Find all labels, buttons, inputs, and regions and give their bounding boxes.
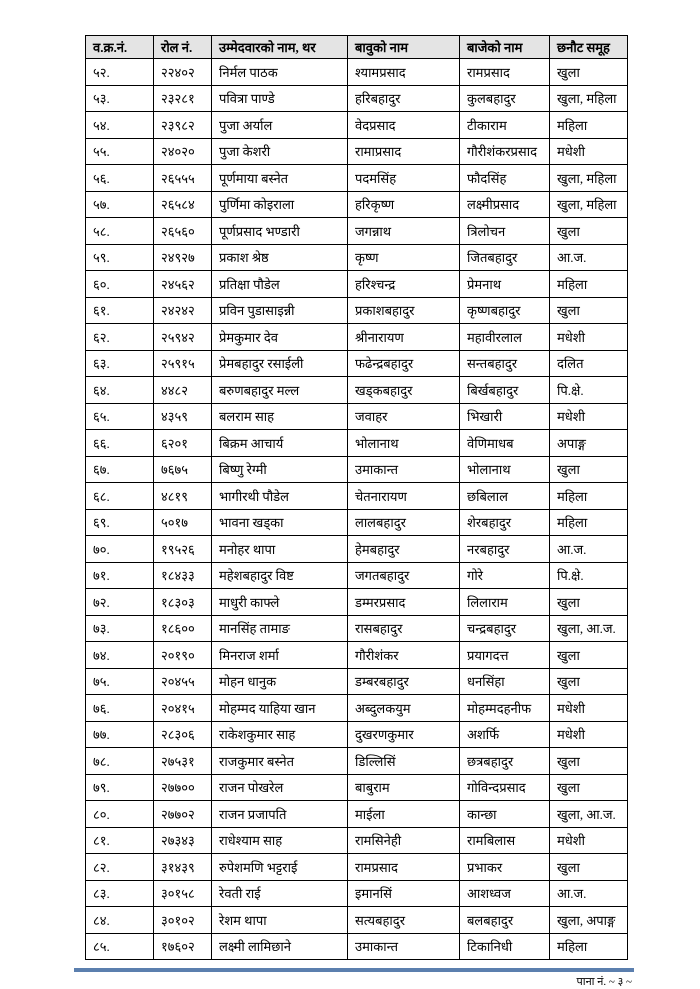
- table-cell: ८३.: [86, 880, 154, 907]
- table-cell: नरबहादुर: [460, 536, 550, 563]
- table-cell: आ.ज.: [550, 244, 628, 271]
- table-cell: २२४०२: [154, 59, 212, 86]
- table-row: [86, 403, 628, 430]
- table-cell: २८३०६: [154, 721, 212, 748]
- table-cell: छबिलाल: [460, 483, 550, 510]
- table-cell: ६२.: [86, 324, 154, 351]
- table-row: [86, 430, 628, 457]
- table-cell: रेशम थापा: [212, 907, 348, 934]
- table-row: [86, 721, 628, 748]
- table-cell: वेदप्रसाद: [348, 112, 460, 139]
- table-cell: पुजा अर्याल: [212, 112, 348, 139]
- table-cell: ५८.: [86, 218, 154, 245]
- table-cell: ३०१५८: [154, 880, 212, 907]
- table-row: [86, 695, 628, 722]
- table-cell: फढेन्द्रबहादुर: [348, 350, 460, 377]
- table-cell: खुला: [550, 774, 628, 801]
- table-cell: ५४.: [86, 112, 154, 139]
- table-cell: मिनराज शर्मा: [212, 642, 348, 669]
- table-cell: चेतनारायण: [348, 483, 460, 510]
- table-cell: गोविन्दप्रसाद: [460, 774, 550, 801]
- table-cell: प्रभाकर: [460, 854, 550, 881]
- table-cell: ७२.: [86, 589, 154, 616]
- table-cell: चन्द्रबहादुर: [460, 615, 550, 642]
- table-cell: ७९.: [86, 774, 154, 801]
- table-cell: ५७.: [86, 191, 154, 218]
- table-cell: खुला, महिला: [550, 191, 628, 218]
- table-cell: भावना खड्का: [212, 509, 348, 536]
- page-footer: [74, 968, 634, 989]
- table-cell: सत्यबहादुर: [348, 907, 460, 934]
- table-cell: मधेशी: [550, 695, 628, 722]
- table-row: [86, 562, 628, 589]
- table-cell: खुला: [550, 589, 628, 616]
- table-cell: श्रीनारायण: [348, 324, 460, 351]
- table-cell: महिला: [550, 509, 628, 536]
- table-cell: ७७.: [86, 721, 154, 748]
- table-cell: लक्ष्मी लामिछाने: [212, 933, 348, 960]
- table-cell: महिला: [550, 271, 628, 298]
- table-cell: धनसिंहा: [460, 668, 550, 695]
- table-cell: पूर्णमाया बस्नेत: [212, 165, 348, 192]
- table-cell: भिखारी: [460, 403, 550, 430]
- table-cell: ६१.: [86, 297, 154, 324]
- table-cell: राकेशकुमार साह: [212, 721, 348, 748]
- table-cell: २०४१५: [154, 695, 212, 722]
- table-cell: राजन प्रजापति: [212, 801, 348, 828]
- table-row: [86, 165, 628, 192]
- table-row: [86, 350, 628, 377]
- table-cell: मधेशी: [550, 403, 628, 430]
- table-cell: प्रतिक्षा पौडेल: [212, 271, 348, 298]
- table-cell: प्रविन पुडासाइन्नी: [212, 297, 348, 324]
- table-cell: खुला, आ.ज.: [550, 615, 628, 642]
- table-cell: १९५२६: [154, 536, 212, 563]
- table-cell: उमाकान्त: [348, 456, 460, 483]
- page-number: पाना नं. ~ ३ ~: [576, 976, 632, 988]
- table-cell: रुपेशमणि भट्टराई: [212, 854, 348, 881]
- table-cell: गौरीशंकरप्रसाद: [460, 138, 550, 165]
- table-cell: अशर्फि: [460, 721, 550, 748]
- table-cell: छत्रबहादुर: [460, 748, 550, 775]
- column-header: बावुको नाम: [348, 36, 460, 59]
- table-cell: अपाङ्ग: [550, 430, 628, 457]
- table-cell: टिकानिधी: [460, 933, 550, 960]
- table-cell: भागीरथी पौडेल: [212, 483, 348, 510]
- table-cell: पुर्णिमा कोइराला: [212, 191, 348, 218]
- table-cell: खुला: [550, 218, 628, 245]
- table-cell: २६५५५: [154, 165, 212, 192]
- table-cell: ७३.: [86, 615, 154, 642]
- table-cell: लिलाराम: [460, 589, 550, 616]
- table-cell: जगतबहादुर: [348, 562, 460, 589]
- table-cell: डम्बरबहादुर: [348, 668, 460, 695]
- table-cell: मधेशी: [550, 324, 628, 351]
- table-cell: मोहम्मद याहिया खान: [212, 695, 348, 722]
- table-row: [86, 244, 628, 271]
- table-cell: मोहम्मदहनीफ: [460, 695, 550, 722]
- candidate-table: [85, 35, 628, 960]
- table-cell: मनोहर थापा: [212, 536, 348, 563]
- table-cell: २४०२०: [154, 138, 212, 165]
- table-cell: प्रेमकुमार देव: [212, 324, 348, 351]
- table-cell: ६४.: [86, 377, 154, 404]
- table-cell: दलित: [550, 350, 628, 377]
- table-cell: बरुणबहादुर मल्ल: [212, 377, 348, 404]
- table-cell: इमानसिं: [348, 880, 460, 907]
- table-cell: पूर्णप्रसाद भण्डारी: [212, 218, 348, 245]
- table-cell: निर्मल पाठक: [212, 59, 348, 86]
- table-cell: ६०.: [86, 271, 154, 298]
- table-cell: ३०१०२: [154, 907, 212, 934]
- table-cell: ७४.: [86, 642, 154, 669]
- table-cell: रामबिलास: [460, 827, 550, 854]
- table-cell: २३२८१: [154, 85, 212, 112]
- table-cell: २४२४२: [154, 297, 212, 324]
- footer-divider: [74, 968, 634, 972]
- table-cell: ७६७५: [154, 456, 212, 483]
- table-header-row: [86, 36, 628, 59]
- table-row: [86, 138, 628, 165]
- table-cell: १८३०३: [154, 589, 212, 616]
- table-cell: ७०.: [86, 536, 154, 563]
- table-cell: राधेश्याम साह: [212, 827, 348, 854]
- table-row: [86, 377, 628, 404]
- table-row: [86, 324, 628, 351]
- table-cell: प्रेमबहादुर रसाईली: [212, 350, 348, 377]
- table-cell: पदमसिंह: [348, 165, 460, 192]
- table-row: [86, 271, 628, 298]
- table-cell: २०१९०: [154, 642, 212, 669]
- table-cell: डिल्लिसिं: [348, 748, 460, 775]
- table-row: [86, 112, 628, 139]
- table-cell: २७५३१: [154, 748, 212, 775]
- table-cell: लक्ष्मीप्रसाद: [460, 191, 550, 218]
- table-cell: ६९.: [86, 509, 154, 536]
- table-cell: माईला: [348, 801, 460, 828]
- table-cell: सन्तबहादुर: [460, 350, 550, 377]
- table-row: [86, 456, 628, 483]
- table-cell: ४८१९: [154, 483, 212, 510]
- table-cell: प्रयागदत्त: [460, 642, 550, 669]
- table-cell: रामसिनेही: [348, 827, 460, 854]
- table-cell: खुला, अपाङ्ग: [550, 907, 628, 934]
- table-cell: ३१४३९: [154, 854, 212, 881]
- table-cell: मानसिंह तामाङ: [212, 615, 348, 642]
- table-cell: ६८.: [86, 483, 154, 510]
- table-row: [86, 854, 628, 881]
- table-cell: बिष्णु रेग्मी: [212, 456, 348, 483]
- table-cell: ४३५९: [154, 403, 212, 430]
- table-cell: खुला: [550, 748, 628, 775]
- table-cell: आ.ज.: [550, 880, 628, 907]
- table-row: [86, 748, 628, 775]
- table-cell: गोरे: [460, 562, 550, 589]
- table-cell: प्रकाशबहादुर: [348, 297, 460, 324]
- table-cell: रासबहादुर: [348, 615, 460, 642]
- table-cell: राजन पोखरेल: [212, 774, 348, 801]
- table-cell: १८६००: [154, 615, 212, 642]
- table-row: [86, 85, 628, 112]
- table-cell: बाबुराम: [348, 774, 460, 801]
- table-cell: बलराम साह: [212, 403, 348, 430]
- table-body: [86, 59, 628, 960]
- column-header: उम्मेदवारको नाम, थर: [212, 36, 348, 59]
- table-cell: कुलबहादुर: [460, 85, 550, 112]
- table-cell: प्रेमनाथ: [460, 271, 550, 298]
- table-cell: २७७०२: [154, 801, 212, 828]
- column-header: छनौट समूह: [550, 36, 628, 59]
- table-cell: ४४८२: [154, 377, 212, 404]
- table-cell: ८५.: [86, 933, 154, 960]
- table-head: [86, 36, 628, 59]
- table-cell: खुला: [550, 297, 628, 324]
- table-row: [86, 801, 628, 828]
- table-row: [86, 668, 628, 695]
- table-cell: त्रिलोचन: [460, 218, 550, 245]
- table-cell: ५०१७: [154, 509, 212, 536]
- table-cell: २५९४२: [154, 324, 212, 351]
- table-cell: ८४.: [86, 907, 154, 934]
- table-cell: खुला: [550, 59, 628, 86]
- table-cell: शेरबहादुर: [460, 509, 550, 536]
- table-cell: टीकाराम: [460, 112, 550, 139]
- table-cell: राजकुमार बस्नेत: [212, 748, 348, 775]
- table-cell: कृष्ण: [348, 244, 460, 271]
- table-cell: महिला: [550, 483, 628, 510]
- table-cell: ५९.: [86, 244, 154, 271]
- table-row: [86, 642, 628, 669]
- table-cell: २३९८२: [154, 112, 212, 139]
- column-header: रोल नं.: [154, 36, 212, 59]
- table-row: [86, 933, 628, 960]
- table-cell: मधेशी: [550, 827, 628, 854]
- table-cell: ८१.: [86, 827, 154, 854]
- table-cell: पवित्रा पाण्डे: [212, 85, 348, 112]
- table-cell: रामप्रसाद: [460, 59, 550, 86]
- table-cell: कान्छा: [460, 801, 550, 828]
- table-cell: डम्मरप्रसाद: [348, 589, 460, 616]
- table-cell: ७५.: [86, 668, 154, 695]
- table-cell: बिर्खबहादुर: [460, 377, 550, 404]
- table-cell: ६२०१: [154, 430, 212, 457]
- table-cell: अब्दुलकयुम: [348, 695, 460, 722]
- table-cell: २६५६०: [154, 218, 212, 245]
- table-cell: बिक्रम आचार्य: [212, 430, 348, 457]
- table-cell: पि.क्षे.: [550, 562, 628, 589]
- table-cell: मधेशी: [550, 721, 628, 748]
- table-cell: ५२.: [86, 59, 154, 86]
- table-row: [86, 59, 628, 86]
- table-cell: ८२.: [86, 854, 154, 881]
- table-cell: हरिबहादुर: [348, 85, 460, 112]
- table-cell: भोलानाथ: [348, 430, 460, 457]
- table-cell: २४९२७: [154, 244, 212, 271]
- table-cell: प्रकाश श्रेष्ठ: [212, 244, 348, 271]
- column-header: बाजेको नाम: [460, 36, 550, 59]
- column-header: व.क्र.नं.: [86, 36, 154, 59]
- table-row: [86, 509, 628, 536]
- table-cell: २७७००: [154, 774, 212, 801]
- table-cell: ६६.: [86, 430, 154, 457]
- table-cell: खुला, महिला: [550, 85, 628, 112]
- table-cell: खुला: [550, 642, 628, 669]
- table-row: [86, 297, 628, 324]
- table-cell: पि.क्षे.: [550, 377, 628, 404]
- table-cell: आ.ज.: [550, 536, 628, 563]
- table-cell: बलबहादुर: [460, 907, 550, 934]
- table-cell: ७८.: [86, 748, 154, 775]
- table-cell: २०४५५: [154, 668, 212, 695]
- table-cell: ७१.: [86, 562, 154, 589]
- table-cell: भोलानाथ: [460, 456, 550, 483]
- table-row: [86, 615, 628, 642]
- table-cell: गौरीशंकर: [348, 642, 460, 669]
- table-row: [86, 589, 628, 616]
- table-cell: खुला: [550, 668, 628, 695]
- table-cell: माधुरी काफ्ले: [212, 589, 348, 616]
- table-cell: वेणिमाधब: [460, 430, 550, 457]
- table-row: [86, 774, 628, 801]
- table-cell: जवाहर: [348, 403, 460, 430]
- table-cell: महेशबहादुर विष्ट: [212, 562, 348, 589]
- table-cell: उमाकान्त: [348, 933, 460, 960]
- table-cell: फौदसिंह: [460, 165, 550, 192]
- table-cell: हरिकृष्ण: [348, 191, 460, 218]
- table-cell: हरिश्चन्द्र: [348, 271, 460, 298]
- table-row: [86, 218, 628, 245]
- table-cell: २७३४३: [154, 827, 212, 854]
- table-cell: महिला: [550, 112, 628, 139]
- table-row: [86, 483, 628, 510]
- table-cell: दुखरणकुमार: [348, 721, 460, 748]
- table-cell: खुला, महिला: [550, 165, 628, 192]
- table-cell: कृष्णबहादुर: [460, 297, 550, 324]
- table-cell: खड्कबहादुर: [348, 377, 460, 404]
- table-row: [86, 536, 628, 563]
- table-cell: १७६०२: [154, 933, 212, 960]
- table-cell: २५९१५: [154, 350, 212, 377]
- table-cell: ६३.: [86, 350, 154, 377]
- table-cell: पुजा केशरी: [212, 138, 348, 165]
- table-cell: रेवती राई: [212, 880, 348, 907]
- table-cell: ८०.: [86, 801, 154, 828]
- table-cell: रामप्रसाद: [348, 854, 460, 881]
- table-cell: जितबहादुर: [460, 244, 550, 271]
- table-cell: ५५.: [86, 138, 154, 165]
- table-cell: जगन्नाथ: [348, 218, 460, 245]
- table-cell: लालबहादुर: [348, 509, 460, 536]
- table-row: [86, 191, 628, 218]
- table-cell: ५३.: [86, 85, 154, 112]
- table-cell: खुला: [550, 854, 628, 881]
- table-cell: महिला: [550, 933, 628, 960]
- table-cell: हेमबहादुर: [348, 536, 460, 563]
- table-row: [86, 907, 628, 934]
- table-cell: ७६.: [86, 695, 154, 722]
- table-cell: ५६.: [86, 165, 154, 192]
- table-cell: २६५८४: [154, 191, 212, 218]
- table-cell: मधेशी: [550, 138, 628, 165]
- table-cell: महावीरलाल: [460, 324, 550, 351]
- table-cell: खुला, आ.ज.: [550, 801, 628, 828]
- table-row: [86, 827, 628, 854]
- table-cell: १८४३३: [154, 562, 212, 589]
- table-cell: श्यामप्रसाद: [348, 59, 460, 86]
- table-cell: २४५६२: [154, 271, 212, 298]
- table-cell: ६५.: [86, 403, 154, 430]
- table-cell: रामाप्रसाद: [348, 138, 460, 165]
- table-cell: आशध्वज: [460, 880, 550, 907]
- table-row: [86, 880, 628, 907]
- table-cell: मोहन धानुक: [212, 668, 348, 695]
- table-cell: खुला: [550, 456, 628, 483]
- table-cell: ६७.: [86, 456, 154, 483]
